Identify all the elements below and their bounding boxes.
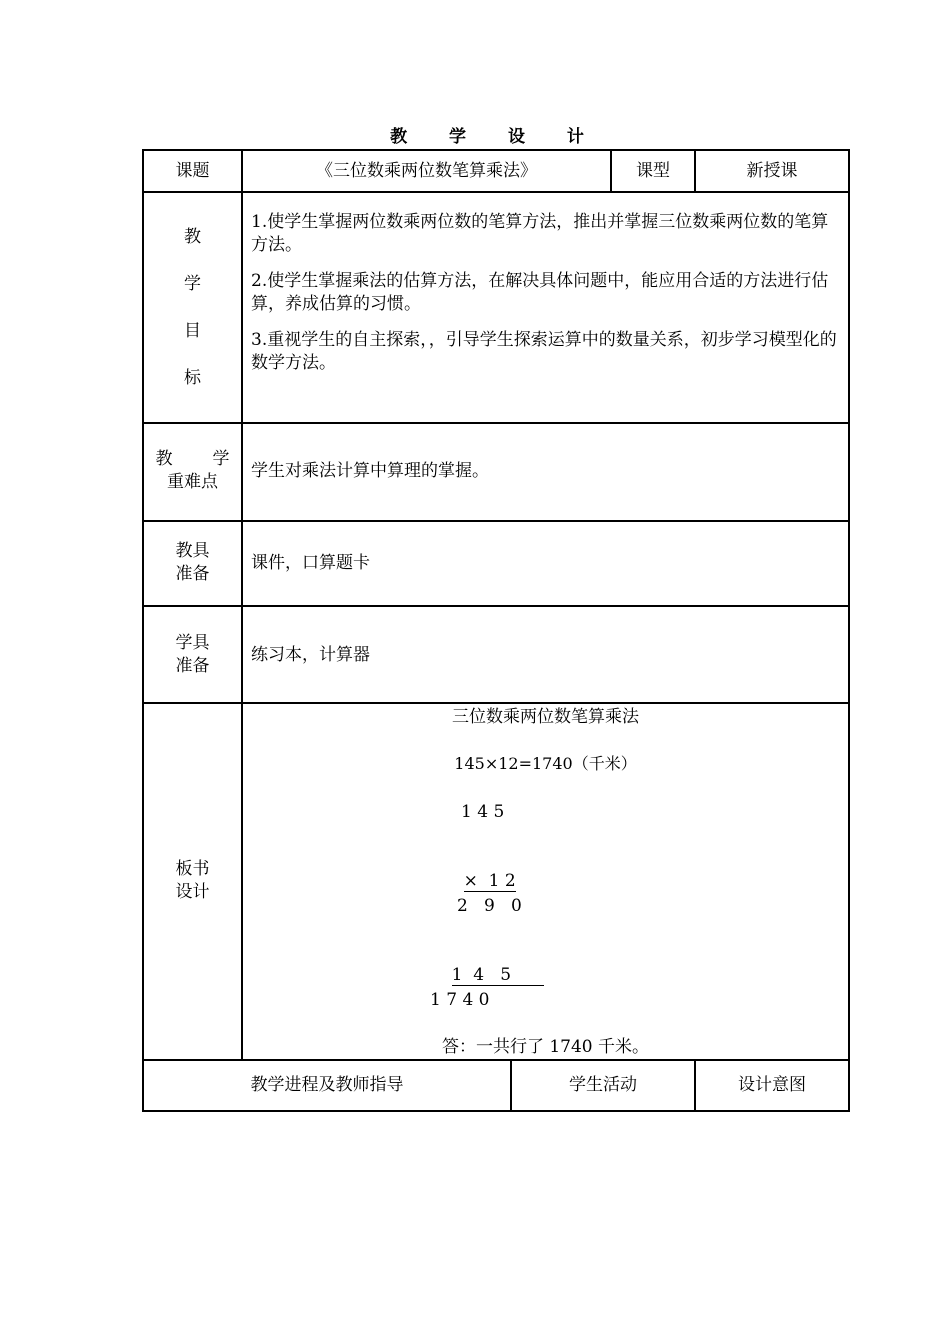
board-result: 1 7 4 0 xyxy=(430,990,490,1010)
key-points-label: 教 学 重难点 xyxy=(155,449,230,492)
board-heading: 三位数乘两位数笔算乘法 xyxy=(452,707,639,727)
board-design-label: 板书 设计 xyxy=(175,859,210,902)
lesson-type-label: 课型 xyxy=(636,160,670,181)
board-equation: 145×12=1740（千米） xyxy=(454,754,637,773)
teaching-tools-label: 教具 准备 xyxy=(175,541,210,584)
footer-design-intent: 设计意图 xyxy=(738,1075,806,1095)
board-partial-product-2: 1 4 5 xyxy=(451,965,544,985)
topic-value: 《三位数乘两位数笔算乘法》 xyxy=(316,160,537,181)
student-tools-label: 学具 准备 xyxy=(175,633,210,676)
objective-item-1: 1.使学生掌握两位数乘两位数的笔算方法，推出并掌握三位数乘两位数的笔算方法。 xyxy=(251,212,829,255)
key-points-value: 学生对乘法计算中算理的掌握。 xyxy=(251,461,489,481)
document-title: 教 学 设 计 xyxy=(390,127,602,147)
board-multiplier: × 1 2 xyxy=(463,871,516,891)
objective-item-3: 3.重视学生的自主探索，，引导学生探索运算中的数量关系，初步学习模型化的数学方法。 xyxy=(251,330,837,373)
objectives-label: 教 学 目 标 xyxy=(184,227,201,388)
lesson-type-value: 新授课 xyxy=(746,160,798,181)
objective-item-2: 2.使学生掌握乘法的估算方法，在解决具体问题中，能应用合适的方法进行估算，养成估算的习惯。 xyxy=(251,271,829,314)
board-multiplicand: 1 4 5 xyxy=(461,802,505,822)
student-tools-value: 练习本，计算器 xyxy=(251,645,370,665)
board-answer: 答：一共行了 1740 千米。 xyxy=(441,1037,650,1057)
board-partial-product-1: 2 9 0 xyxy=(457,896,522,916)
teaching-tools-value: 课件，口算题卡 xyxy=(251,553,370,573)
footer-student-activity: 学生活动 xyxy=(569,1075,637,1095)
topic-label: 课题 xyxy=(175,160,210,181)
footer-teaching-process: 教学进程及教师指导 xyxy=(250,1075,404,1095)
objectives-list xyxy=(251,211,843,388)
